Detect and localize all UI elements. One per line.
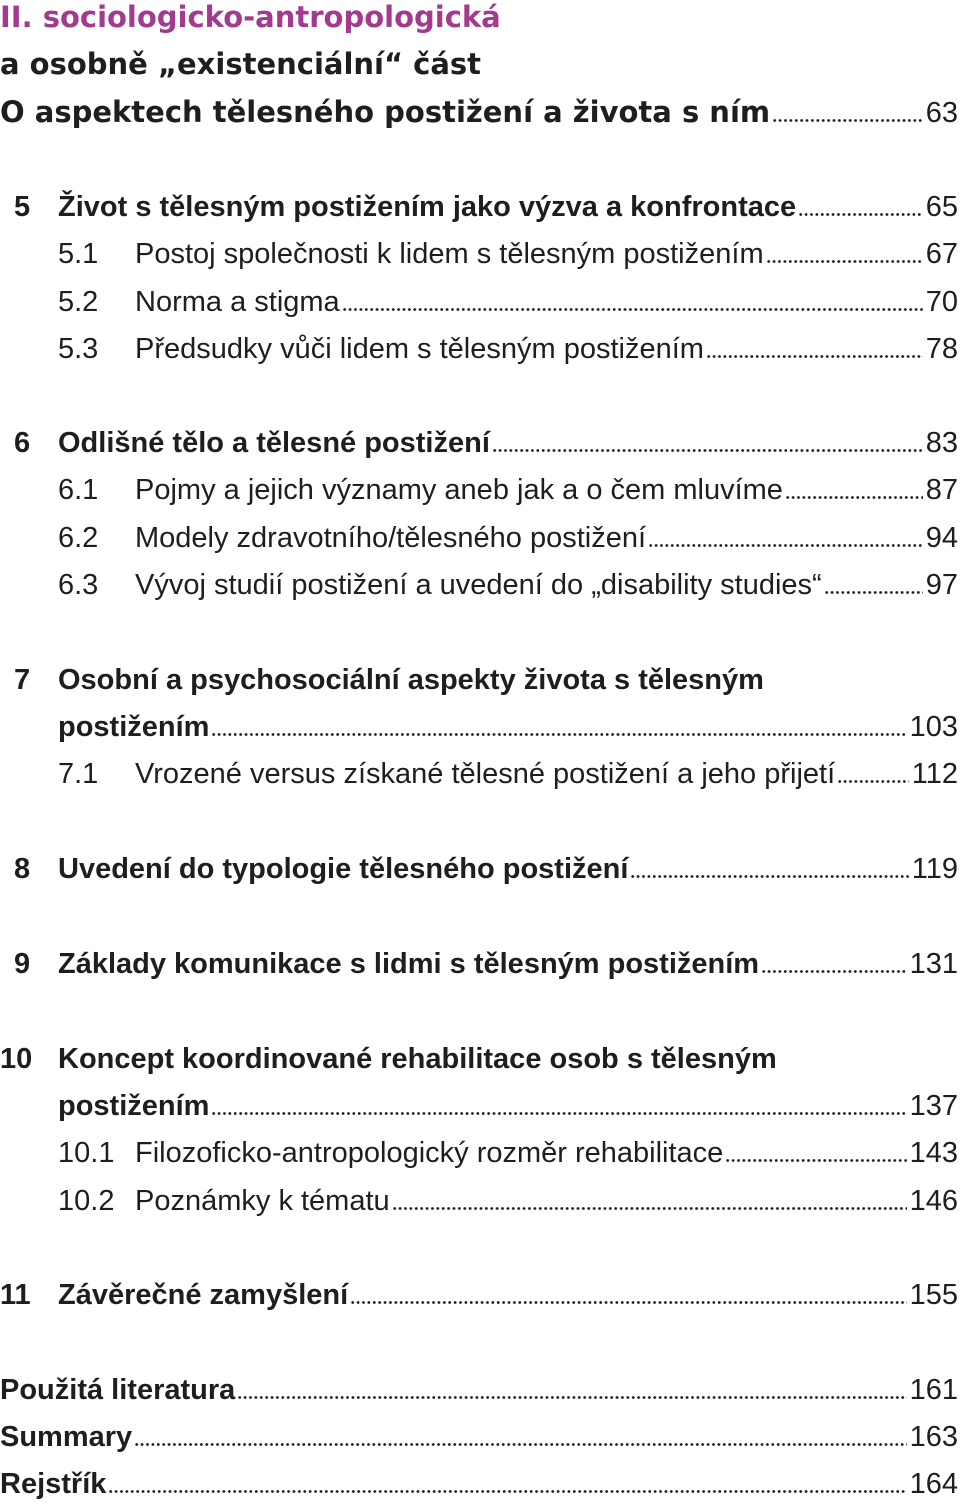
toc-entry-title-chapter-10-line-1[interactable]: Koncept koordinované rehabilitace osob s tělesným: [58, 1043, 777, 1075]
toc-entry-page: 164: [909, 1468, 958, 1500]
toc-entry-title: Poznámky k tématu: [135, 1185, 390, 1217]
dot-leader: [630, 859, 908, 879]
dot-leader: [211, 1096, 906, 1116]
dot-leader: [108, 1474, 906, 1494]
dot-leader: [134, 1427, 906, 1447]
toc-entry-number: 5.3: [58, 333, 99, 365]
toc-entry-summary[interactable]: [0, 1420, 958, 1454]
toc-entry-page: 146: [909, 1185, 958, 1217]
toc-entry-page: 163: [909, 1421, 958, 1453]
dot-leader: [492, 433, 923, 453]
toc-entry-section-5-1[interactable]: [0, 237, 958, 271]
toc-entry-page: 131: [909, 948, 958, 980]
toc-entry-number: 8: [14, 853, 31, 885]
toc-entry-title: Pojmy a jejich významy aneb jak a o čem mluvíme: [135, 474, 783, 506]
toc-entry-page: 143: [909, 1137, 958, 1169]
dot-leader: [392, 1191, 907, 1211]
toc-entry-section-5-3[interactable]: [0, 332, 958, 366]
toc-entry-chapter-10[interactable]: [0, 1089, 958, 1123]
toc-entry-title: Filozoficko-antropologický rozměr rehabilitace: [135, 1137, 724, 1169]
toc-entry-title: Odlišné tělo a tělesné postižení: [58, 427, 490, 459]
dot-leader: [837, 764, 909, 784]
toc-entry-index[interactable]: [0, 1467, 958, 1501]
toc-entry-title: Předsudky vůči lidem s tělesným postižením: [135, 333, 704, 365]
toc-entry-chapter-6[interactable]: [0, 426, 958, 460]
toc-entry-page: 70: [925, 286, 958, 318]
toc-entry-number-chapter-7: 7: [14, 664, 31, 696]
toc-entry-title: Postoj společnosti k lidem s tělesným postižením: [135, 238, 764, 270]
toc-entry-number: 6: [14, 427, 31, 459]
toc-entry-title: Použitá literatura: [0, 1374, 236, 1406]
toc-entry-title: postižením: [58, 711, 210, 743]
toc-entry-page: 103: [909, 711, 958, 743]
dot-leader: [237, 1380, 906, 1400]
toc-entry-section-10-1[interactable]: [0, 1136, 958, 1170]
toc-entry-title: Závěrečné zamyšlení: [58, 1279, 349, 1311]
toc-entry-page: 137: [909, 1090, 958, 1122]
toc-entry-page: 83: [925, 427, 958, 459]
dot-leader: [648, 528, 923, 548]
toc-entry-number: 6.1: [58, 474, 99, 506]
toc-entry-section-10-2[interactable]: [0, 1184, 958, 1218]
toc-entry-title: O aspektech tělesného postižení a života s ním: [0, 95, 771, 129]
toc-entry-number: 5: [14, 191, 31, 223]
toc-entry-chapter-9[interactable]: [0, 947, 958, 981]
toc-entry-chapter-5[interactable]: [0, 190, 958, 224]
toc-entry-page: 161: [909, 1374, 958, 1406]
toc-entry-number: 5.2: [58, 286, 99, 318]
toc-entry-section-6-3[interactable]: [0, 568, 958, 602]
toc-entry-title: Rejstřík: [0, 1468, 107, 1500]
toc-entry-title: Základy komunikace s lidmi s tělesným postižením: [58, 948, 760, 980]
dot-leader: [824, 575, 923, 595]
toc-entry-number: 6.2: [58, 522, 99, 554]
toc-entry-title: Uvedení do typologie tělesného postižení: [58, 853, 629, 885]
part-heading-line-2: a osobně „existenciální“ část: [0, 47, 482, 81]
toc-entry-title: Norma a stigma: [135, 286, 340, 318]
toc-entry-page: 87: [925, 474, 958, 506]
toc-entry-number-chapter-10: 10: [0, 1043, 33, 1075]
toc-entry-title: Vývoj studií postižení a uvedení do „disability studies“: [135, 569, 822, 601]
toc-entry-number: 9: [14, 948, 31, 980]
toc-entry-page: 94: [925, 522, 958, 554]
toc-entry-literature[interactable]: [0, 1373, 958, 1407]
dot-leader: [761, 954, 907, 974]
toc-entry-page: 78: [925, 333, 958, 365]
dot-leader: [785, 480, 923, 500]
dot-leader: [798, 197, 923, 217]
toc-entry-number: 10.1: [58, 1137, 115, 1169]
toc-entry-number: 6.3: [58, 569, 99, 601]
toc-entry-section-6-2[interactable]: [0, 521, 958, 555]
toc-entry-title: Modely zdravotního/tělesného postižení: [135, 522, 647, 554]
toc-entry-number: 11: [0, 1279, 31, 1311]
dot-leader: [342, 292, 923, 312]
toc-entry-page: 67: [925, 238, 958, 270]
toc-entry-title: Život s tělesným postižením jako výzva a konfrontace: [58, 191, 797, 223]
toc-entry-part-title[interactable]: [0, 95, 958, 129]
toc-entry-page: 65: [925, 191, 958, 223]
dot-leader: [772, 103, 923, 123]
toc-entry-title: postižením: [58, 1090, 210, 1122]
toc-entry-title-chapter-7-line-1[interactable]: Osobní a psychosociální aspekty života s tělesným: [58, 664, 764, 696]
toc-entry-number: 10.2: [58, 1185, 115, 1217]
dot-leader: [725, 1143, 906, 1163]
toc-entry-section-6-1[interactable]: [0, 473, 958, 507]
dot-leader: [706, 339, 923, 359]
toc-entry-title: Vrozené versus získané tělesné postižení a jeho přijetí: [135, 758, 836, 790]
toc-entry-title: Summary: [0, 1421, 133, 1453]
toc-entry-number: 5.1: [58, 238, 99, 270]
part-heading-line-1: II. sociologicko-antropologická: [0, 0, 501, 34]
dot-leader: [350, 1285, 906, 1305]
toc-entry-chapter-7[interactable]: [0, 710, 958, 744]
dot-leader: [211, 717, 906, 737]
toc-entry-number: 7.1: [58, 758, 99, 790]
toc-entry-page: 97: [925, 569, 958, 601]
toc-entry-page: 112: [911, 758, 958, 790]
toc-entry-section-5-2[interactable]: [0, 285, 958, 319]
toc-entry-page: 63: [925, 97, 958, 129]
toc-entry-chapter-11[interactable]: [0, 1278, 958, 1312]
toc-entry-page: 119: [911, 853, 958, 885]
toc-entry-page: 155: [909, 1279, 958, 1311]
toc-entry-chapter-8[interactable]: [0, 852, 958, 886]
dot-leader: [766, 244, 923, 264]
toc-entry-section-7-1[interactable]: [0, 757, 958, 791]
